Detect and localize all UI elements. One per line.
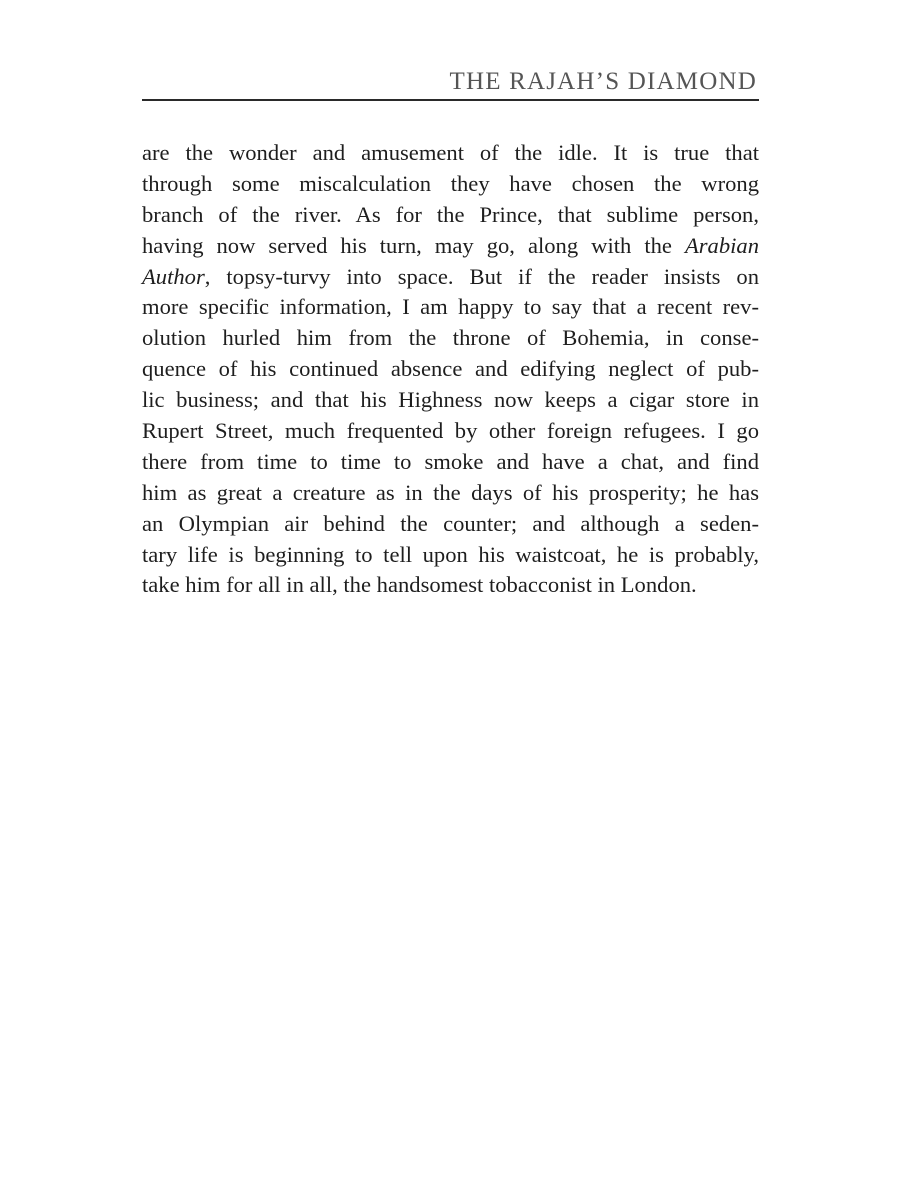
text-line-8: quence of his continued absence and edifying neglect of pub- xyxy=(142,356,759,382)
text-line-15: take him for all in all, the handsomest tobacconist in London. xyxy=(142,572,697,598)
text-line-1: are the wonder and amusement of the idle. It is true that xyxy=(142,140,759,165)
text-line-5-roman: , topsy-turvy into space. But if the reader insists on xyxy=(204,263,759,289)
text-line-4-roman: having now served his turn, may go, along with the xyxy=(142,232,672,258)
text-line-13: an Olympian air behind the counter; and although a seden- xyxy=(142,510,759,536)
running-head-title: THE RAJAH’S DIAMOND xyxy=(449,68,757,95)
text-line-4 xyxy=(142,231,759,262)
text-line-9: lic business; and that his Highness now keeps a cigar store in xyxy=(142,387,759,413)
text-line-14: tary life is beginning to tell upon his waistcoat, he is probably, xyxy=(142,541,759,567)
italic-title-arabian: Arabian xyxy=(684,232,759,258)
text-line-3: branch of the river. As for the Prince, that sublime person, xyxy=(142,201,759,227)
text-line-12: him as great a creature as in the days of his prosperity; he has xyxy=(142,479,759,505)
body-paragraph xyxy=(142,138,759,601)
text-line-6: more specific information, I am happy to say that a recent rev- xyxy=(142,294,759,320)
text-line-2: through some miscalculation they have chosen the wrong xyxy=(142,170,759,196)
text-line-11: there from time to time to smoke and have a chat, and find xyxy=(142,448,759,474)
text-line-5 xyxy=(142,262,759,293)
text-line-10: Rupert Street, much frequented by other foreign refugees. I go xyxy=(142,418,759,444)
italic-title-author: Author xyxy=(142,263,205,289)
header-rule xyxy=(142,99,759,101)
text-line-7: olution hurled him from the throne of Bohemia, in conse- xyxy=(142,325,759,351)
